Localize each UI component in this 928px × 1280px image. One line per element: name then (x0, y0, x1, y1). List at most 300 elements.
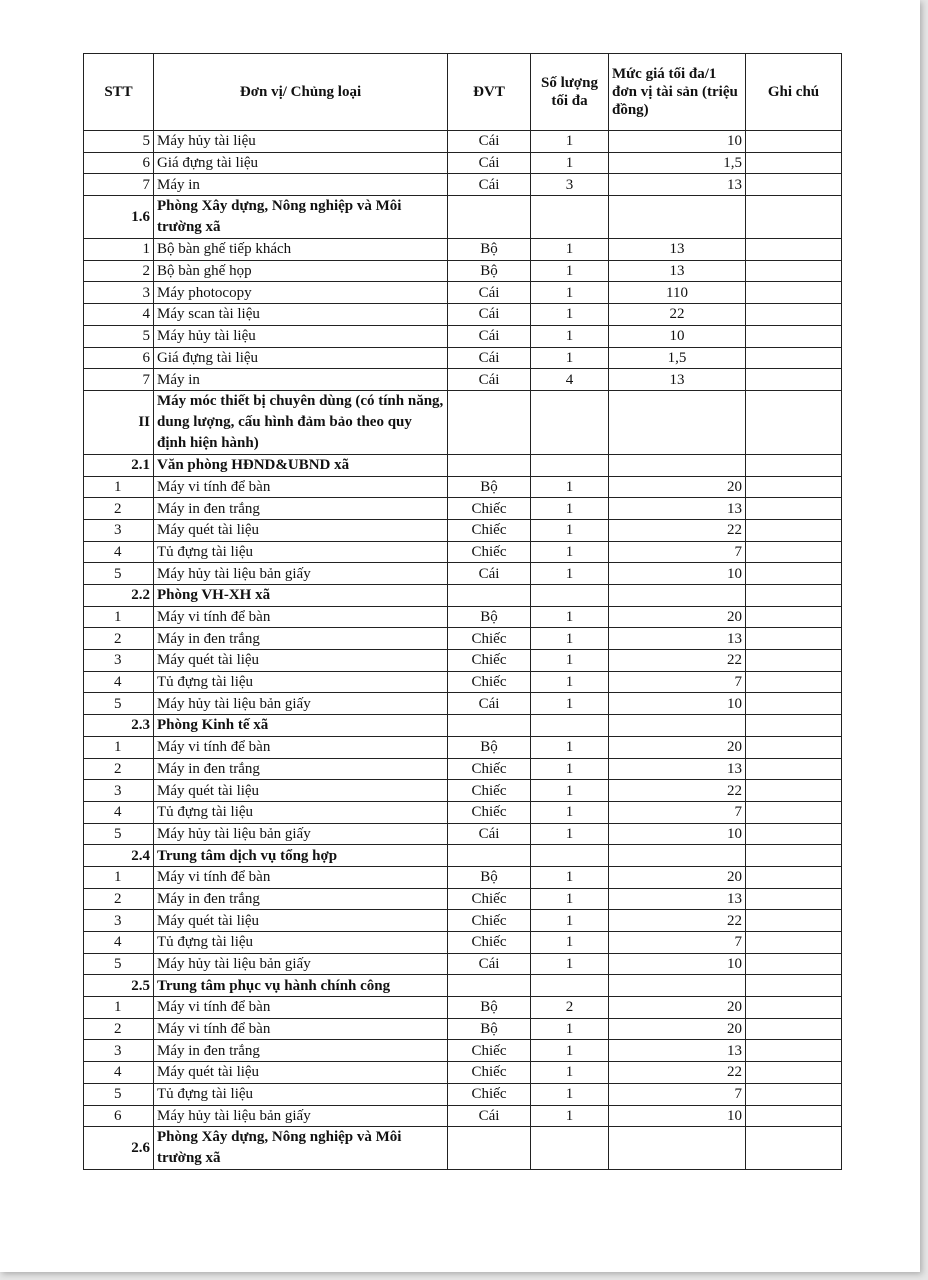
cell-price: 13 (609, 498, 746, 520)
cell-stt: 2.6 (84, 1127, 154, 1170)
cell-note (746, 671, 842, 693)
cell-stt: 2 (84, 1018, 154, 1040)
cell-price: 22 (609, 519, 746, 541)
cell-price: 20 (609, 606, 746, 628)
cell-stt: 3 (84, 650, 154, 672)
cell-qty: 1 (531, 780, 609, 802)
cell-name: Máy móc thiết bị chuyên dùng (có tính năng, dung lượng, cấu hình đảm bảo theo quy định hiện hành) (154, 390, 448, 454)
cell-name: Máy vi tính để bàn (154, 997, 448, 1019)
cell-stt: 4 (84, 304, 154, 326)
cell-stt: 6 (84, 152, 154, 174)
cell-stt: 5 (84, 1083, 154, 1105)
cell-unit (448, 845, 531, 867)
cell-price: 22 (609, 1062, 746, 1084)
cell-name: Máy hủy tài liệu (154, 131, 448, 153)
cell-unit (448, 585, 531, 607)
cell-name: Phòng Xây dựng, Nông nghiệp và Môi trường xã (154, 196, 448, 239)
table-row (84, 1105, 842, 1127)
table-row (84, 780, 842, 802)
cell-note (746, 585, 842, 607)
cell-name: Văn phòng HĐND&UBND xã (154, 454, 448, 476)
table-row (84, 563, 842, 585)
cell-note (746, 1018, 842, 1040)
cell-stt: 2 (84, 260, 154, 282)
cell-qty: 1 (531, 1040, 609, 1062)
cell-name: Trung tâm phục vụ hành chính công (154, 975, 448, 997)
cell-price: 13 (609, 239, 746, 261)
cell-unit (448, 1127, 531, 1170)
cell-qty (531, 454, 609, 476)
cell-stt: 1 (84, 736, 154, 758)
header-note: Ghi chú (746, 54, 842, 131)
table-row (84, 628, 842, 650)
section-row (84, 454, 842, 476)
cell-unit: Cái (448, 823, 531, 845)
table-row (84, 1018, 842, 1040)
cell-note (746, 390, 842, 454)
cell-price: 1,5 (609, 347, 746, 369)
cell-name: Máy hủy tài liệu bản giấy (154, 563, 448, 585)
table-row (84, 239, 842, 261)
header-unit: ĐVT (448, 54, 531, 131)
cell-unit: Bộ (448, 997, 531, 1019)
table-row (84, 304, 842, 326)
cell-unit: Cái (448, 563, 531, 585)
table-row (84, 758, 842, 780)
cell-unit: Cái (448, 347, 531, 369)
asset-table (83, 53, 842, 1170)
cell-qty: 1 (531, 932, 609, 954)
cell-qty: 1 (531, 671, 609, 693)
cell-unit: Chiếc (448, 498, 531, 520)
cell-stt: 1 (84, 606, 154, 628)
cell-qty: 1 (531, 1083, 609, 1105)
cell-name: Máy vi tính để bàn (154, 866, 448, 888)
cell-price (609, 390, 746, 454)
cell-qty: 1 (531, 628, 609, 650)
cell-unit: Bộ (448, 736, 531, 758)
cell-note (746, 454, 842, 476)
cell-note (746, 758, 842, 780)
cell-name: Máy vi tính để bàn (154, 606, 448, 628)
table-row (84, 910, 842, 932)
table-row (84, 347, 842, 369)
cell-note (746, 953, 842, 975)
cell-stt: 1.6 (84, 196, 154, 239)
cell-unit: Cái (448, 152, 531, 174)
cell-note (746, 715, 842, 737)
cell-name: Tủ đựng tài liệu (154, 1083, 448, 1105)
cell-qty: 1 (531, 650, 609, 672)
cell-qty: 4 (531, 369, 609, 391)
cell-name: Máy hủy tài liệu (154, 325, 448, 347)
cell-name: Máy hủy tài liệu bản giấy (154, 693, 448, 715)
cell-stt: 2.5 (84, 975, 154, 997)
section-row (84, 845, 842, 867)
cell-price: 7 (609, 932, 746, 954)
cell-stt: 3 (84, 282, 154, 304)
cell-stt: 1 (84, 866, 154, 888)
cell-price (609, 454, 746, 476)
cell-qty: 1 (531, 304, 609, 326)
cell-unit (448, 715, 531, 737)
cell-unit (448, 390, 531, 454)
cell-name: Phòng Kinh tế xã (154, 715, 448, 737)
cell-price: 10 (609, 823, 746, 845)
cell-note (746, 541, 842, 563)
cell-unit: Chiếc (448, 888, 531, 910)
cell-stt: 2.2 (84, 585, 154, 607)
cell-note (746, 866, 842, 888)
cell-name: Bộ bàn ghế họp (154, 260, 448, 282)
cell-name: Máy quét tài liệu (154, 780, 448, 802)
cell-qty: 1 (531, 563, 609, 585)
cell-price: 1,5 (609, 152, 746, 174)
table-row (84, 519, 842, 541)
cell-note (746, 736, 842, 758)
table-row (84, 888, 842, 910)
cell-name: Tủ đựng tài liệu (154, 932, 448, 954)
cell-stt: 6 (84, 1105, 154, 1127)
table-row (84, 823, 842, 845)
cell-qty: 1 (531, 347, 609, 369)
cell-note (746, 845, 842, 867)
cell-price: 13 (609, 174, 746, 196)
cell-price: 22 (609, 650, 746, 672)
cell-stt: 1 (84, 239, 154, 261)
cell-qty: 1 (531, 131, 609, 153)
cell-note (746, 693, 842, 715)
section-row (84, 585, 842, 607)
cell-price: 7 (609, 1083, 746, 1105)
cell-stt: 1 (84, 997, 154, 1019)
cell-qty: 1 (531, 693, 609, 715)
cell-unit: Cái (448, 304, 531, 326)
cell-name: Máy quét tài liệu (154, 519, 448, 541)
cell-name: Máy hủy tài liệu bản giấy (154, 823, 448, 845)
cell-stt: 5 (84, 563, 154, 585)
cell-price: 20 (609, 866, 746, 888)
cell-stt: 3 (84, 910, 154, 932)
header-price: Mức giá tối đa/1 đơn vị tài sản (triệu đồng) (609, 54, 746, 131)
cell-price: 110 (609, 282, 746, 304)
cell-note (746, 304, 842, 326)
cell-price: 20 (609, 1018, 746, 1040)
cell-note (746, 910, 842, 932)
cell-note (746, 260, 842, 282)
cell-note (746, 347, 842, 369)
table-row (84, 1083, 842, 1105)
table-row (84, 650, 842, 672)
cell-name: Máy in đen trắng (154, 498, 448, 520)
cell-qty: 1 (531, 519, 609, 541)
cell-price (609, 975, 746, 997)
cell-price: 10 (609, 325, 746, 347)
cell-unit (448, 975, 531, 997)
cell-stt: 3 (84, 780, 154, 802)
cell-price: 7 (609, 801, 746, 823)
section-row (84, 196, 842, 239)
table-row (84, 1062, 842, 1084)
cell-price: 13 (609, 1040, 746, 1062)
cell-unit: Bộ (448, 606, 531, 628)
cell-name: Máy photocopy (154, 282, 448, 304)
cell-note (746, 823, 842, 845)
cell-note (746, 888, 842, 910)
cell-note (746, 325, 842, 347)
cell-unit: Chiếc (448, 758, 531, 780)
cell-qty: 1 (531, 953, 609, 975)
cell-qty: 1 (531, 758, 609, 780)
cell-qty: 1 (531, 606, 609, 628)
cell-unit: Cái (448, 693, 531, 715)
section-row (84, 1127, 842, 1170)
cell-qty (531, 390, 609, 454)
cell-stt: 3 (84, 1040, 154, 1062)
cell-unit: Chiếc (448, 1062, 531, 1084)
cell-price: 13 (609, 260, 746, 282)
cell-note (746, 174, 842, 196)
cell-unit: Chiếc (448, 519, 531, 541)
table-row (84, 953, 842, 975)
cell-price: 13 (609, 758, 746, 780)
cell-stt: 2 (84, 888, 154, 910)
cell-note (746, 997, 842, 1019)
cell-qty (531, 196, 609, 239)
cell-stt: 4 (84, 932, 154, 954)
cell-qty: 1 (531, 1018, 609, 1040)
cell-unit: Cái (448, 1105, 531, 1127)
cell-stt: 4 (84, 1062, 154, 1084)
cell-qty: 1 (531, 910, 609, 932)
cell-note (746, 282, 842, 304)
cell-name: Máy in đen trắng (154, 628, 448, 650)
cell-qty: 1 (531, 736, 609, 758)
cell-unit: Chiếc (448, 932, 531, 954)
cell-note (746, 152, 842, 174)
header-qty: Số lượng tối đa (531, 54, 609, 131)
cell-qty: 1 (531, 541, 609, 563)
cell-note (746, 1105, 842, 1127)
cell-name: Máy vi tính để bàn (154, 736, 448, 758)
cell-note (746, 1127, 842, 1170)
cell-stt: 6 (84, 347, 154, 369)
cell-stt: 2 (84, 628, 154, 650)
cell-stt: 7 (84, 174, 154, 196)
table-row (84, 498, 842, 520)
cell-qty: 1 (531, 260, 609, 282)
cell-name: Máy quét tài liệu (154, 910, 448, 932)
cell-stt: 7 (84, 369, 154, 391)
cell-qty: 2 (531, 997, 609, 1019)
cell-unit: Cái (448, 174, 531, 196)
cell-name: Tủ đựng tài liệu (154, 541, 448, 563)
cell-note (746, 975, 842, 997)
cell-note (746, 131, 842, 153)
section-row (84, 975, 842, 997)
cell-price: 20 (609, 476, 746, 498)
cell-qty: 3 (531, 174, 609, 196)
cell-name: Máy hủy tài liệu bản giấy (154, 1105, 448, 1127)
cell-price: 20 (609, 997, 746, 1019)
cell-price: 22 (609, 780, 746, 802)
cell-price: 10 (609, 563, 746, 585)
cell-stt: 5 (84, 325, 154, 347)
cell-qty: 1 (531, 801, 609, 823)
cell-note (746, 932, 842, 954)
cell-unit: Chiếc (448, 780, 531, 802)
cell-unit: Chiếc (448, 671, 531, 693)
cell-price: 7 (609, 541, 746, 563)
cell-qty (531, 845, 609, 867)
cell-price: 13 (609, 628, 746, 650)
cell-note (746, 239, 842, 261)
cell-stt: 5 (84, 953, 154, 975)
cell-price: 13 (609, 369, 746, 391)
cell-name: Máy in đen trắng (154, 758, 448, 780)
table-row (84, 997, 842, 1019)
cell-stt: 2.4 (84, 845, 154, 867)
cell-qty: 1 (531, 476, 609, 498)
cell-price (609, 715, 746, 737)
cell-unit: Cái (448, 369, 531, 391)
table-row (84, 866, 842, 888)
table-row (84, 932, 842, 954)
cell-qty: 1 (531, 325, 609, 347)
cell-unit: Chiếc (448, 650, 531, 672)
table-row (84, 801, 842, 823)
cell-unit: Chiếc (448, 910, 531, 932)
cell-name: Tủ đựng tài liệu (154, 671, 448, 693)
cell-name: Máy in (154, 369, 448, 391)
cell-note (746, 801, 842, 823)
cell-unit: Chiếc (448, 1040, 531, 1062)
cell-price (609, 196, 746, 239)
cell-unit (448, 454, 531, 476)
cell-unit: Chiếc (448, 628, 531, 650)
cell-name: Máy quét tài liệu (154, 1062, 448, 1084)
cell-note (746, 519, 842, 541)
cell-stt: 3 (84, 519, 154, 541)
cell-name: Phòng VH-XH xã (154, 585, 448, 607)
cell-unit: Cái (448, 953, 531, 975)
cell-note (746, 476, 842, 498)
cell-price: 20 (609, 736, 746, 758)
cell-qty: 1 (531, 866, 609, 888)
cell-qty: 1 (531, 498, 609, 520)
cell-stt: 5 (84, 693, 154, 715)
table-row (84, 282, 842, 304)
table-row (84, 541, 842, 563)
cell-unit: Chiếc (448, 801, 531, 823)
cell-note (746, 650, 842, 672)
section-row (84, 715, 842, 737)
cell-stt: 4 (84, 671, 154, 693)
table-row (84, 736, 842, 758)
cell-unit: Cái (448, 325, 531, 347)
cell-qty (531, 715, 609, 737)
cell-price: 10 (609, 131, 746, 153)
cell-price (609, 585, 746, 607)
cell-stt: 2.3 (84, 715, 154, 737)
cell-name: Giá đựng tài liệu (154, 152, 448, 174)
cell-price: 22 (609, 304, 746, 326)
cell-price: 10 (609, 693, 746, 715)
cell-price: 10 (609, 1105, 746, 1127)
cell-note (746, 563, 842, 585)
table-row (84, 693, 842, 715)
cell-name: Trung tâm dịch vụ tổng hợp (154, 845, 448, 867)
cell-qty: 1 (531, 1105, 609, 1127)
cell-unit: Bộ (448, 476, 531, 498)
cell-price: 13 (609, 888, 746, 910)
cell-name: Tủ đựng tài liệu (154, 801, 448, 823)
cell-note (746, 1040, 842, 1062)
section-row (84, 390, 842, 454)
table-row (84, 152, 842, 174)
cell-price: 22 (609, 910, 746, 932)
cell-note (746, 606, 842, 628)
cell-qty: 1 (531, 282, 609, 304)
cell-unit: Cái (448, 282, 531, 304)
cell-stt: 4 (84, 801, 154, 823)
table-row (84, 369, 842, 391)
cell-name: Máy vi tính để bàn (154, 476, 448, 498)
cell-unit: Bộ (448, 1018, 531, 1040)
cell-name: Máy hủy tài liệu bản giấy (154, 953, 448, 975)
cell-stt: 5 (84, 823, 154, 845)
cell-note (746, 369, 842, 391)
cell-note (746, 628, 842, 650)
table-row (84, 325, 842, 347)
cell-price: 7 (609, 671, 746, 693)
cell-name: Bộ bàn ghế tiếp khách (154, 239, 448, 261)
cell-stt: 4 (84, 541, 154, 563)
cell-note (746, 1062, 842, 1084)
header-name: Đơn vị/ Chủng loại (154, 54, 448, 131)
cell-price (609, 1127, 746, 1170)
cell-name: Phòng Xây dựng, Nông nghiệp và Môi trường xã (154, 1127, 448, 1170)
cell-note (746, 780, 842, 802)
cell-unit: Bộ (448, 260, 531, 282)
table-row (84, 131, 842, 153)
cell-unit: Bộ (448, 239, 531, 261)
cell-price (609, 845, 746, 867)
table-row (84, 606, 842, 628)
cell-qty (531, 585, 609, 607)
table-header-row (84, 54, 842, 131)
cell-unit: Bộ (448, 866, 531, 888)
cell-price: 10 (609, 953, 746, 975)
cell-name: Máy quét tài liệu (154, 650, 448, 672)
cell-stt: 2 (84, 758, 154, 780)
cell-qty: 1 (531, 823, 609, 845)
cell-name: Máy in (154, 174, 448, 196)
cell-qty: 1 (531, 888, 609, 910)
table-row (84, 260, 842, 282)
cell-qty: 1 (531, 1062, 609, 1084)
cell-unit: Chiếc (448, 541, 531, 563)
cell-name: Máy in đen trắng (154, 1040, 448, 1062)
cell-name: Máy in đen trắng (154, 888, 448, 910)
table-row (84, 1040, 842, 1062)
cell-name: Máy scan tài liệu (154, 304, 448, 326)
cell-stt: 2.1 (84, 454, 154, 476)
cell-qty (531, 1127, 609, 1170)
table-row (84, 476, 842, 498)
cell-qty: 1 (531, 152, 609, 174)
cell-unit: Cái (448, 131, 531, 153)
